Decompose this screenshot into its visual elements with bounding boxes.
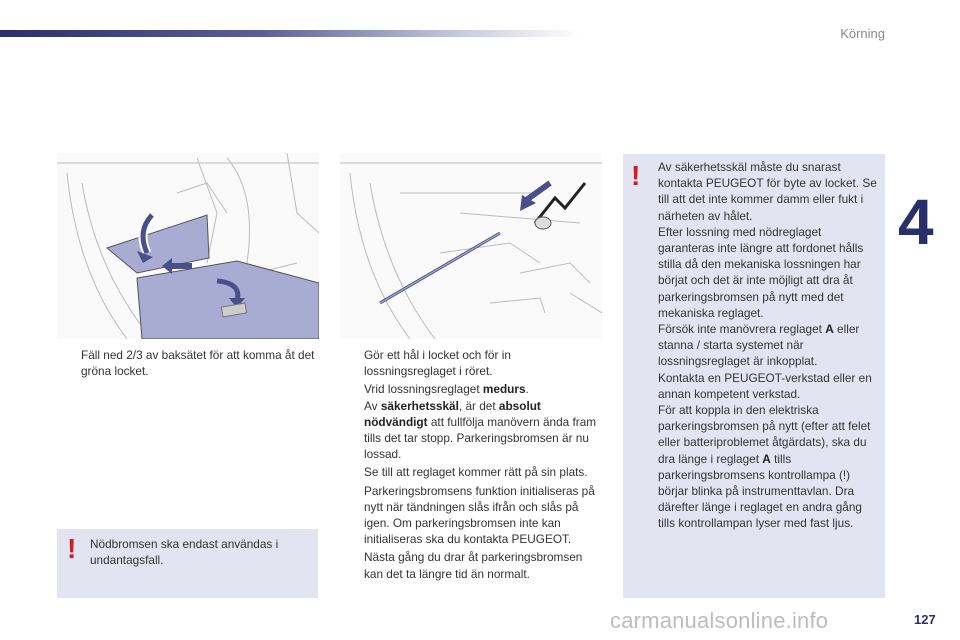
warning-paragraph: Efter lossning med nödreglaget garanteras inte längre att fordonet hålls stilla då den mekaniska lossningen har börjat och det är inte möjligt att dra åt parkeringsbromsen på nytt med det mekaniska reglaget. <box>658 224 864 320</box>
chapter-number: 4 <box>898 186 932 258</box>
emphasis: A <box>825 322 834 337</box>
warning-text-part: Försök inte manövrera reglaget <box>658 322 826 337</box>
warning-paragraph <box>658 402 878 532</box>
list-item <box>340 381 602 462</box>
warning-box-safety <box>623 154 885 598</box>
header-bar <box>0 30 580 37</box>
release-lever-illustration <box>340 153 602 339</box>
warning-text: Nödbromsen ska endast användas i undantagsfall. <box>90 537 279 568</box>
watermark: carmanualsonline.info <box>610 608 829 633</box>
page-number: 127 <box>914 612 936 627</box>
warning-box-emergency <box>57 529 318 598</box>
warning-paragraph: Av säkerhetsskäl måste du snarast kontakta PEUGEOT för byte av locket. Se till att det inte kommer damm eller fukt i närheten av hålet. <box>658 160 877 223</box>
list-item <box>340 464 602 480</box>
warning-text-part: eller stanna / starta systemet när lossningsreglaget är inkopplat. <box>658 322 860 369</box>
step-text: Gör ett hål i locket och för in lossningsreglaget i röret. <box>364 348 511 379</box>
step-text: Vrid lossningsreglaget <box>364 382 483 397</box>
warning-text-part: tills parkeringsbromsens kontrollampa (!) börjar blinka på instrumenttavlan. Dra därefter länge i reglaget en andra gång tills kontrollampan lyser med fast ljus. <box>658 451 862 531</box>
warning-paragraph: Kontakta en PEUGEOT-verkstad eller en annan kompetent verkstad. <box>658 370 872 401</box>
instruction-column-1 <box>57 347 315 381</box>
list-item <box>340 483 602 548</box>
step-text: , är det <box>458 398 499 413</box>
list-item <box>340 347 602 379</box>
step-text: Nästa gång du drar åt parkeringsbromsen kan det ta längre tid än normalt. <box>364 550 583 581</box>
list-item <box>57 347 315 379</box>
step-text: Parkeringsbromsens funktion initialiseras på nytt när tändningen slås ifrån och slås på igen. Om parkeringsbromsen inte kan initialiseras ska du kontakta PEUGEOT. <box>364 483 595 547</box>
warning-icon: ! <box>67 533 77 564</box>
list-item <box>340 549 602 581</box>
warning-icon: ! <box>631 160 641 191</box>
section-title: Körning <box>840 26 885 41</box>
step-text: Fäll ned 2/3 av baksätet för att komma åt det gröna locket. <box>81 348 315 379</box>
step-text: Se till att reglaget kommer rätt på sin plats. <box>364 465 588 480</box>
step-text: Av <box>364 398 381 413</box>
warning-paragraph <box>658 321 878 370</box>
rear-seat-illustration <box>57 153 319 339</box>
step-text: att fullfölja manövern ända fram tills det tar stopp. Parkeringsbromsen är nu lossad. <box>364 414 597 462</box>
warning-text <box>658 159 878 532</box>
emphasis: A <box>762 451 771 466</box>
emphasis: säkerhetsskäl <box>380 398 459 413</box>
warning-text-part: För att koppla in den elektriska parkeringsbromsen på nytt (efter att felet eller batteriproblemet åtgärdats), ska du dra länge i reglaget <box>658 403 871 466</box>
emphasis: medurs <box>482 382 526 397</box>
emphasis: absolut nödvändigt <box>364 398 541 429</box>
instruction-column-2 <box>340 347 602 584</box>
step-text: . <box>525 382 529 397</box>
